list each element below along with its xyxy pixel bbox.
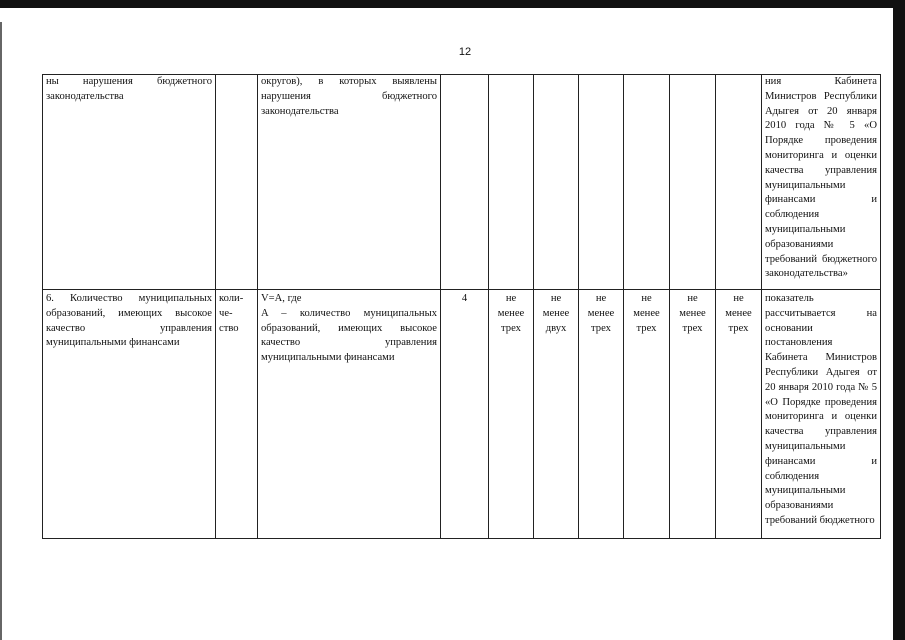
- page-number: 12: [458, 46, 472, 58]
- value-cell: не менее трех: [670, 290, 716, 539]
- scan-border-left: [0, 22, 2, 640]
- value-cell: не менее двух: [534, 290, 579, 539]
- value-cell: не менее трех: [489, 290, 534, 539]
- value-cell: [534, 75, 579, 290]
- weight-cell: 4: [441, 290, 489, 539]
- value-cell: не менее трех: [579, 290, 624, 539]
- indicator-cell: ны нарушения бюджетного законодательства: [43, 75, 216, 290]
- value-cell: [489, 75, 534, 290]
- value-cell: не менее трех: [624, 290, 670, 539]
- scan-border-right: [893, 0, 905, 640]
- indicator-cell: 6. Количество муниципальных образований, имеющих высокое качество управления муниципальными финансами: [43, 290, 216, 539]
- unit-cell: коли- че- ство: [216, 290, 258, 539]
- unit-cell: [216, 75, 258, 290]
- table-row: [43, 75, 881, 290]
- indicators-table: [42, 74, 881, 539]
- formula-cell: V=A, где A – количество муниципальных образований, имеющих высокое качество управления муниципальными финансами: [258, 290, 441, 539]
- table-row: [43, 290, 881, 539]
- value-cell: [716, 75, 762, 290]
- formula-cell: округов), в которых выявлены нарушения бюджетного законодательства: [258, 75, 441, 290]
- value-cell: [670, 75, 716, 290]
- scan-border-top: [0, 0, 905, 8]
- weight-cell: [441, 75, 489, 290]
- value-cell: не менее трех: [716, 290, 762, 539]
- note-cell: ния Кабинета Министров Республики Адыгея от 20 января 2010 года № 5 «О Порядке проведения мониторинга и оценки качества управления муниципальными финансами и соблюдения муниципальными образованиями требований бюджетного законодательства»: [762, 75, 881, 290]
- value-cell: [624, 75, 670, 290]
- value-cell: [579, 75, 624, 290]
- note-cell: показатель рассчитывается на основании постановления Кабинета Министров Республики Адыгея от 20 января 2010 года № 5 «О Порядке проведения мониторинга и оценки качества управления муниципальными финансами и соблюдения муниципальными образованиями требований бюджетного: [762, 290, 881, 539]
